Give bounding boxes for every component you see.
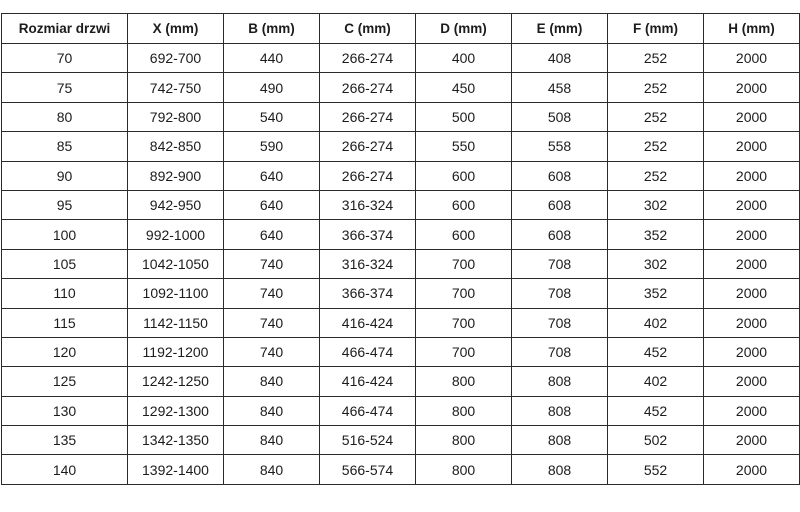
table-cell: 840 [224,426,320,455]
table-cell: 992-1000 [128,220,224,249]
door-dimensions-table [1,13,800,485]
table-cell: 708 [512,308,608,337]
table-cell: 942-950 [128,190,224,219]
table-cell: 840 [224,367,320,396]
table-cell: 266-274 [320,44,416,73]
table-cell: 366-374 [320,220,416,249]
table-cell: 458 [512,73,608,102]
header-cell: C (mm) [320,14,416,44]
table-cell: 792-800 [128,102,224,131]
table-cell: 808 [512,455,608,484]
table-cell: 540 [224,102,320,131]
table-cell: 110 [2,279,128,308]
table-cell: 352 [608,279,704,308]
table-cell: 2000 [704,132,800,161]
table-cell: 252 [608,161,704,190]
table-cell: 808 [512,396,608,425]
table-cell: 708 [512,337,608,366]
table-cell: 700 [416,337,512,366]
table-cell: 1092-1100 [128,279,224,308]
table-cell: 105 [2,249,128,278]
table-row [2,132,800,161]
table-cell: 590 [224,132,320,161]
table-cell: 700 [416,249,512,278]
table-cell: 466-474 [320,396,416,425]
table-cell: 266-274 [320,132,416,161]
table-cell: 402 [608,367,704,396]
table-row [2,337,800,366]
header-cell: D (mm) [416,14,512,44]
table-cell: 302 [608,249,704,278]
table-cell: 316-324 [320,249,416,278]
table-cell: 2000 [704,102,800,131]
table-cell: 808 [512,426,608,455]
table-cell: 416-424 [320,367,416,396]
table-cell: 842-850 [128,132,224,161]
table-cell: 252 [608,132,704,161]
table-cell: 800 [416,426,512,455]
table-cell: 608 [512,190,608,219]
table-cell: 2000 [704,367,800,396]
table-cell: 366-374 [320,279,416,308]
table-cell: 2000 [704,190,800,219]
table-cell: 2000 [704,455,800,484]
table-cell: 252 [608,102,704,131]
table-cell: 740 [224,249,320,278]
table-cell: 600 [416,190,512,219]
table-cell: 740 [224,279,320,308]
table-cell: 502 [608,426,704,455]
table-cell: 2000 [704,279,800,308]
table-body [2,44,800,485]
table-cell: 1042-1050 [128,249,224,278]
table-cell: 2000 [704,308,800,337]
table-cell: 516-524 [320,426,416,455]
table-cell: 566-574 [320,455,416,484]
header-cell: H (mm) [704,14,800,44]
table-cell: 742-750 [128,73,224,102]
table-cell: 500 [416,102,512,131]
table-row [2,44,800,73]
table-cell: 2000 [704,337,800,366]
table-cell: 892-900 [128,161,224,190]
table-cell: 600 [416,220,512,249]
table-cell: 692-700 [128,44,224,73]
table-row [2,426,800,455]
table-cell: 840 [224,455,320,484]
table-cell: 740 [224,308,320,337]
table-cell: 125 [2,367,128,396]
table-row [2,161,800,190]
table-cell: 2000 [704,161,800,190]
table-row [2,308,800,337]
table-cell: 452 [608,396,704,425]
table-cell: 80 [2,102,128,131]
table-cell: 840 [224,396,320,425]
table-cell: 740 [224,337,320,366]
table-cell: 70 [2,44,128,73]
table-cell: 600 [416,161,512,190]
table-cell: 1392-1400 [128,455,224,484]
table-cell: 452 [608,337,704,366]
table-cell: 550 [416,132,512,161]
table-cell: 2000 [704,396,800,425]
table-row [2,190,800,219]
table-cell: 266-274 [320,161,416,190]
table-cell: 800 [416,367,512,396]
table-cell: 140 [2,455,128,484]
table-row [2,455,800,484]
table-cell: 75 [2,73,128,102]
table-cell: 700 [416,279,512,308]
table-cell: 120 [2,337,128,366]
table-cell: 252 [608,44,704,73]
table-cell: 400 [416,44,512,73]
header-cell: F (mm) [608,14,704,44]
table-cell: 352 [608,220,704,249]
table-cell: 1142-1150 [128,308,224,337]
table-cell: 1292-1300 [128,396,224,425]
table-cell: 2000 [704,73,800,102]
table-cell: 266-274 [320,102,416,131]
table-cell: 608 [512,220,608,249]
table-cell: 466-474 [320,337,416,366]
table-cell: 1342-1350 [128,426,224,455]
header-cell: E (mm) [512,14,608,44]
table-cell: 2000 [704,426,800,455]
table-cell: 115 [2,308,128,337]
table-cell: 1242-1250 [128,367,224,396]
table-cell: 708 [512,249,608,278]
table-cell: 558 [512,132,608,161]
table-header [2,14,800,44]
table-row [2,249,800,278]
table-row [2,396,800,425]
header-cell: Rozmiar drzwi [2,14,128,44]
table-cell: 640 [224,161,320,190]
table-row [2,220,800,249]
table-cell: 808 [512,367,608,396]
table-cell: 800 [416,455,512,484]
table-cell: 552 [608,455,704,484]
header-cell: X (mm) [128,14,224,44]
table-cell: 302 [608,190,704,219]
table-cell: 700 [416,308,512,337]
table-cell: 266-274 [320,73,416,102]
table-cell: 708 [512,279,608,308]
table-cell: 135 [2,426,128,455]
table-cell: 90 [2,161,128,190]
table-cell: 130 [2,396,128,425]
table-cell: 490 [224,73,320,102]
table-cell: 85 [2,132,128,161]
header-row [2,14,800,44]
table-cell: 252 [608,73,704,102]
table-cell: 2000 [704,44,800,73]
table-cell: 1192-1200 [128,337,224,366]
table-cell: 800 [416,396,512,425]
table-cell: 640 [224,190,320,219]
table-row [2,279,800,308]
table-cell: 95 [2,190,128,219]
table-cell: 508 [512,102,608,131]
table-cell: 100 [2,220,128,249]
table-cell: 416-424 [320,308,416,337]
table-cell: 608 [512,161,608,190]
table-cell: 408 [512,44,608,73]
header-cell: B (mm) [224,14,320,44]
table-cell: 2000 [704,220,800,249]
table-cell: 450 [416,73,512,102]
table-row [2,367,800,396]
table-cell: 440 [224,44,320,73]
table-cell: 402 [608,308,704,337]
table-row [2,73,800,102]
table-cell: 316-324 [320,190,416,219]
table-cell: 640 [224,220,320,249]
table-cell: 2000 [704,249,800,278]
table-row [2,102,800,131]
